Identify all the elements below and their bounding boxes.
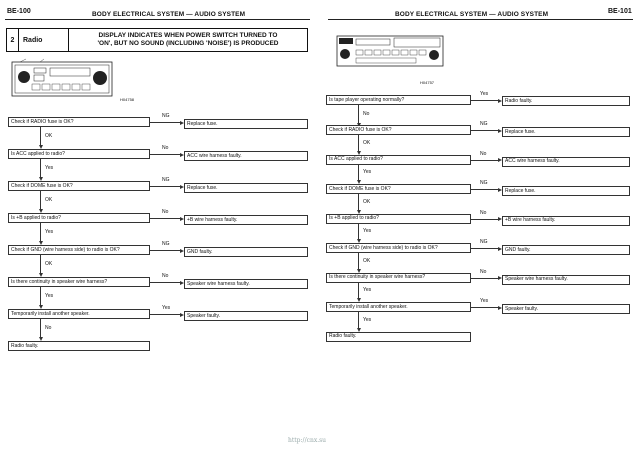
connector-line	[40, 287, 41, 305]
problem-description	[69, 29, 307, 51]
check-box: Is +B applied to radio?	[326, 214, 471, 224]
branch-label: OK	[363, 198, 371, 205]
left-header-rule	[5, 19, 310, 20]
branch-label: No	[162, 145, 169, 151]
connector-line	[150, 122, 180, 123]
problem-number: 2	[7, 29, 19, 51]
check-box: Is ACC applied to radio?	[8, 149, 150, 159]
result-box: Speaker wire harness faulty.	[184, 279, 308, 289]
right-illustration-ref: H04757	[420, 80, 435, 85]
left-page-number: BE-100	[7, 8, 31, 15]
branch-label: Yes	[45, 293, 54, 299]
problem-description-line-2: 'ON', BUT NO SOUND (INCLUDING 'NOISE') IS PRODUCED	[97, 40, 279, 47]
branch-label: NG	[162, 113, 170, 119]
branch-label: NG	[162, 241, 170, 247]
result-box: Speaker faulty.	[502, 304, 630, 314]
branch-label: Yes	[480, 298, 489, 304]
connector-line	[471, 219, 498, 220]
problem-description-line-1: DISPLAY INDICATES WHEN POWER SWITCH TURNED TO	[98, 31, 278, 39]
radio-tape-unit-illustration	[336, 34, 446, 72]
final-result-box: Radio faulty.	[8, 341, 150, 351]
connector-line	[40, 223, 41, 241]
connector-line	[358, 105, 359, 123]
check-box: Check if RADIO fuse is OK?	[8, 117, 150, 127]
result-box: Replace fuse.	[184, 119, 308, 129]
connector-line	[471, 307, 498, 308]
connector-line	[471, 100, 498, 101]
branch-label: No	[480, 209, 487, 216]
result-box: Replace fuse.	[502, 186, 630, 196]
problem-title-box	[6, 28, 308, 52]
connector-line	[40, 191, 41, 209]
branch-label: Yes	[45, 165, 54, 171]
branch-label: OK	[363, 139, 371, 146]
connector-line	[150, 314, 180, 315]
branch-label: No	[480, 268, 487, 275]
check-box: Is ACC applied to radio?	[326, 155, 471, 165]
connector-line	[358, 194, 359, 210]
connector-line	[358, 312, 359, 328]
connector-line	[471, 160, 498, 161]
connector-line	[358, 253, 359, 269]
connector-line	[150, 186, 180, 187]
branch-label: OK	[45, 197, 53, 203]
connector-line	[150, 250, 180, 251]
branch-label: No	[480, 150, 487, 157]
result-box: Radio faulty.	[502, 96, 630, 106]
connector-line	[471, 189, 498, 190]
connector-line	[358, 165, 359, 181]
connector-line	[471, 278, 498, 279]
check-box: Check if RADIO fuse is OK?	[326, 125, 471, 135]
branch-label: Yes	[45, 229, 54, 235]
check-box: Check if DOME fuse is OK?	[8, 181, 150, 191]
branch-label: NG	[480, 239, 488, 245]
right-header-rule	[328, 19, 633, 20]
branch-label: Yes	[162, 305, 171, 311]
final-result-box: Radio faulty.	[326, 332, 471, 342]
right-page-header: BODY ELECTRICAL SYSTEM — AUDIO SYSTEM	[395, 11, 549, 18]
connector-line	[40, 319, 41, 337]
result-box: GND faulty.	[184, 247, 308, 257]
connector-line	[471, 248, 498, 249]
right-page-number: BE-101	[608, 8, 632, 15]
check-box: Check if DOME fuse is OK?	[326, 184, 471, 194]
connector-line	[471, 130, 498, 131]
branch-label: Yes	[363, 316, 372, 323]
branch-label: OK	[363, 257, 371, 264]
result-box: GND faulty.	[502, 245, 630, 255]
connector-line	[358, 224, 359, 240]
branch-label: OK	[45, 261, 53, 267]
result-box: ACC wire harness faulty.	[502, 157, 630, 167]
branch-label: Yes	[363, 287, 372, 294]
result-box: +B wire harness faulty.	[184, 215, 308, 225]
branch-label: OK	[45, 133, 53, 139]
check-box: Is tape player operating normally?	[326, 95, 471, 105]
connector-line	[150, 282, 180, 283]
result-box: ACC wire harness faulty.	[184, 151, 308, 161]
branch-label: Yes	[363, 169, 372, 176]
branch-label: Yes	[363, 228, 372, 235]
connector-line	[150, 218, 180, 219]
result-box: Speaker faulty.	[184, 311, 308, 321]
left-page-header: BODY ELECTRICAL SYSTEM — AUDIO SYSTEM	[92, 11, 246, 18]
branch-label: No	[363, 111, 370, 117]
branch-label: NG	[480, 121, 488, 127]
branch-label: No	[162, 273, 169, 279]
check-box: Is there continuity in speaker wire harness?	[8, 277, 150, 287]
branch-label: No	[45, 325, 52, 331]
check-box: Temporarily install another speaker.	[8, 309, 150, 319]
connector-line	[358, 135, 359, 151]
result-box: Replace fuse.	[184, 183, 308, 193]
check-box: Is there continuity in speaker wire harness?	[326, 273, 471, 283]
check-box: Check if GND (wire harness side) to radio is OK?	[326, 243, 471, 253]
connector-line	[40, 127, 41, 145]
check-box: Is +B applied to radio?	[8, 213, 150, 223]
check-box: Temporarily install another speaker.	[326, 302, 471, 312]
result-box: Replace fuse.	[502, 127, 630, 137]
left-illustration-ref: H04758	[120, 97, 135, 102]
footer-watermark-url: http://cnx.su	[288, 437, 327, 444]
branch-label: NG	[480, 180, 488, 186]
connector-line	[40, 159, 41, 177]
branch-label: Yes	[480, 91, 489, 97]
connector-line	[150, 154, 180, 155]
connector-line	[40, 255, 41, 273]
branch-label: NG	[162, 177, 170, 183]
result-box: Speaker wire harness faulty.	[502, 275, 630, 285]
branch-label: No	[162, 209, 169, 215]
problem-component: Radio	[19, 29, 69, 51]
check-box: Check if GND (wire harness side) to radio is OK?	[8, 245, 150, 255]
result-box: +B wire harness faulty.	[502, 216, 630, 226]
radio-unit-illustration	[10, 58, 130, 103]
connector-line	[358, 283, 359, 299]
